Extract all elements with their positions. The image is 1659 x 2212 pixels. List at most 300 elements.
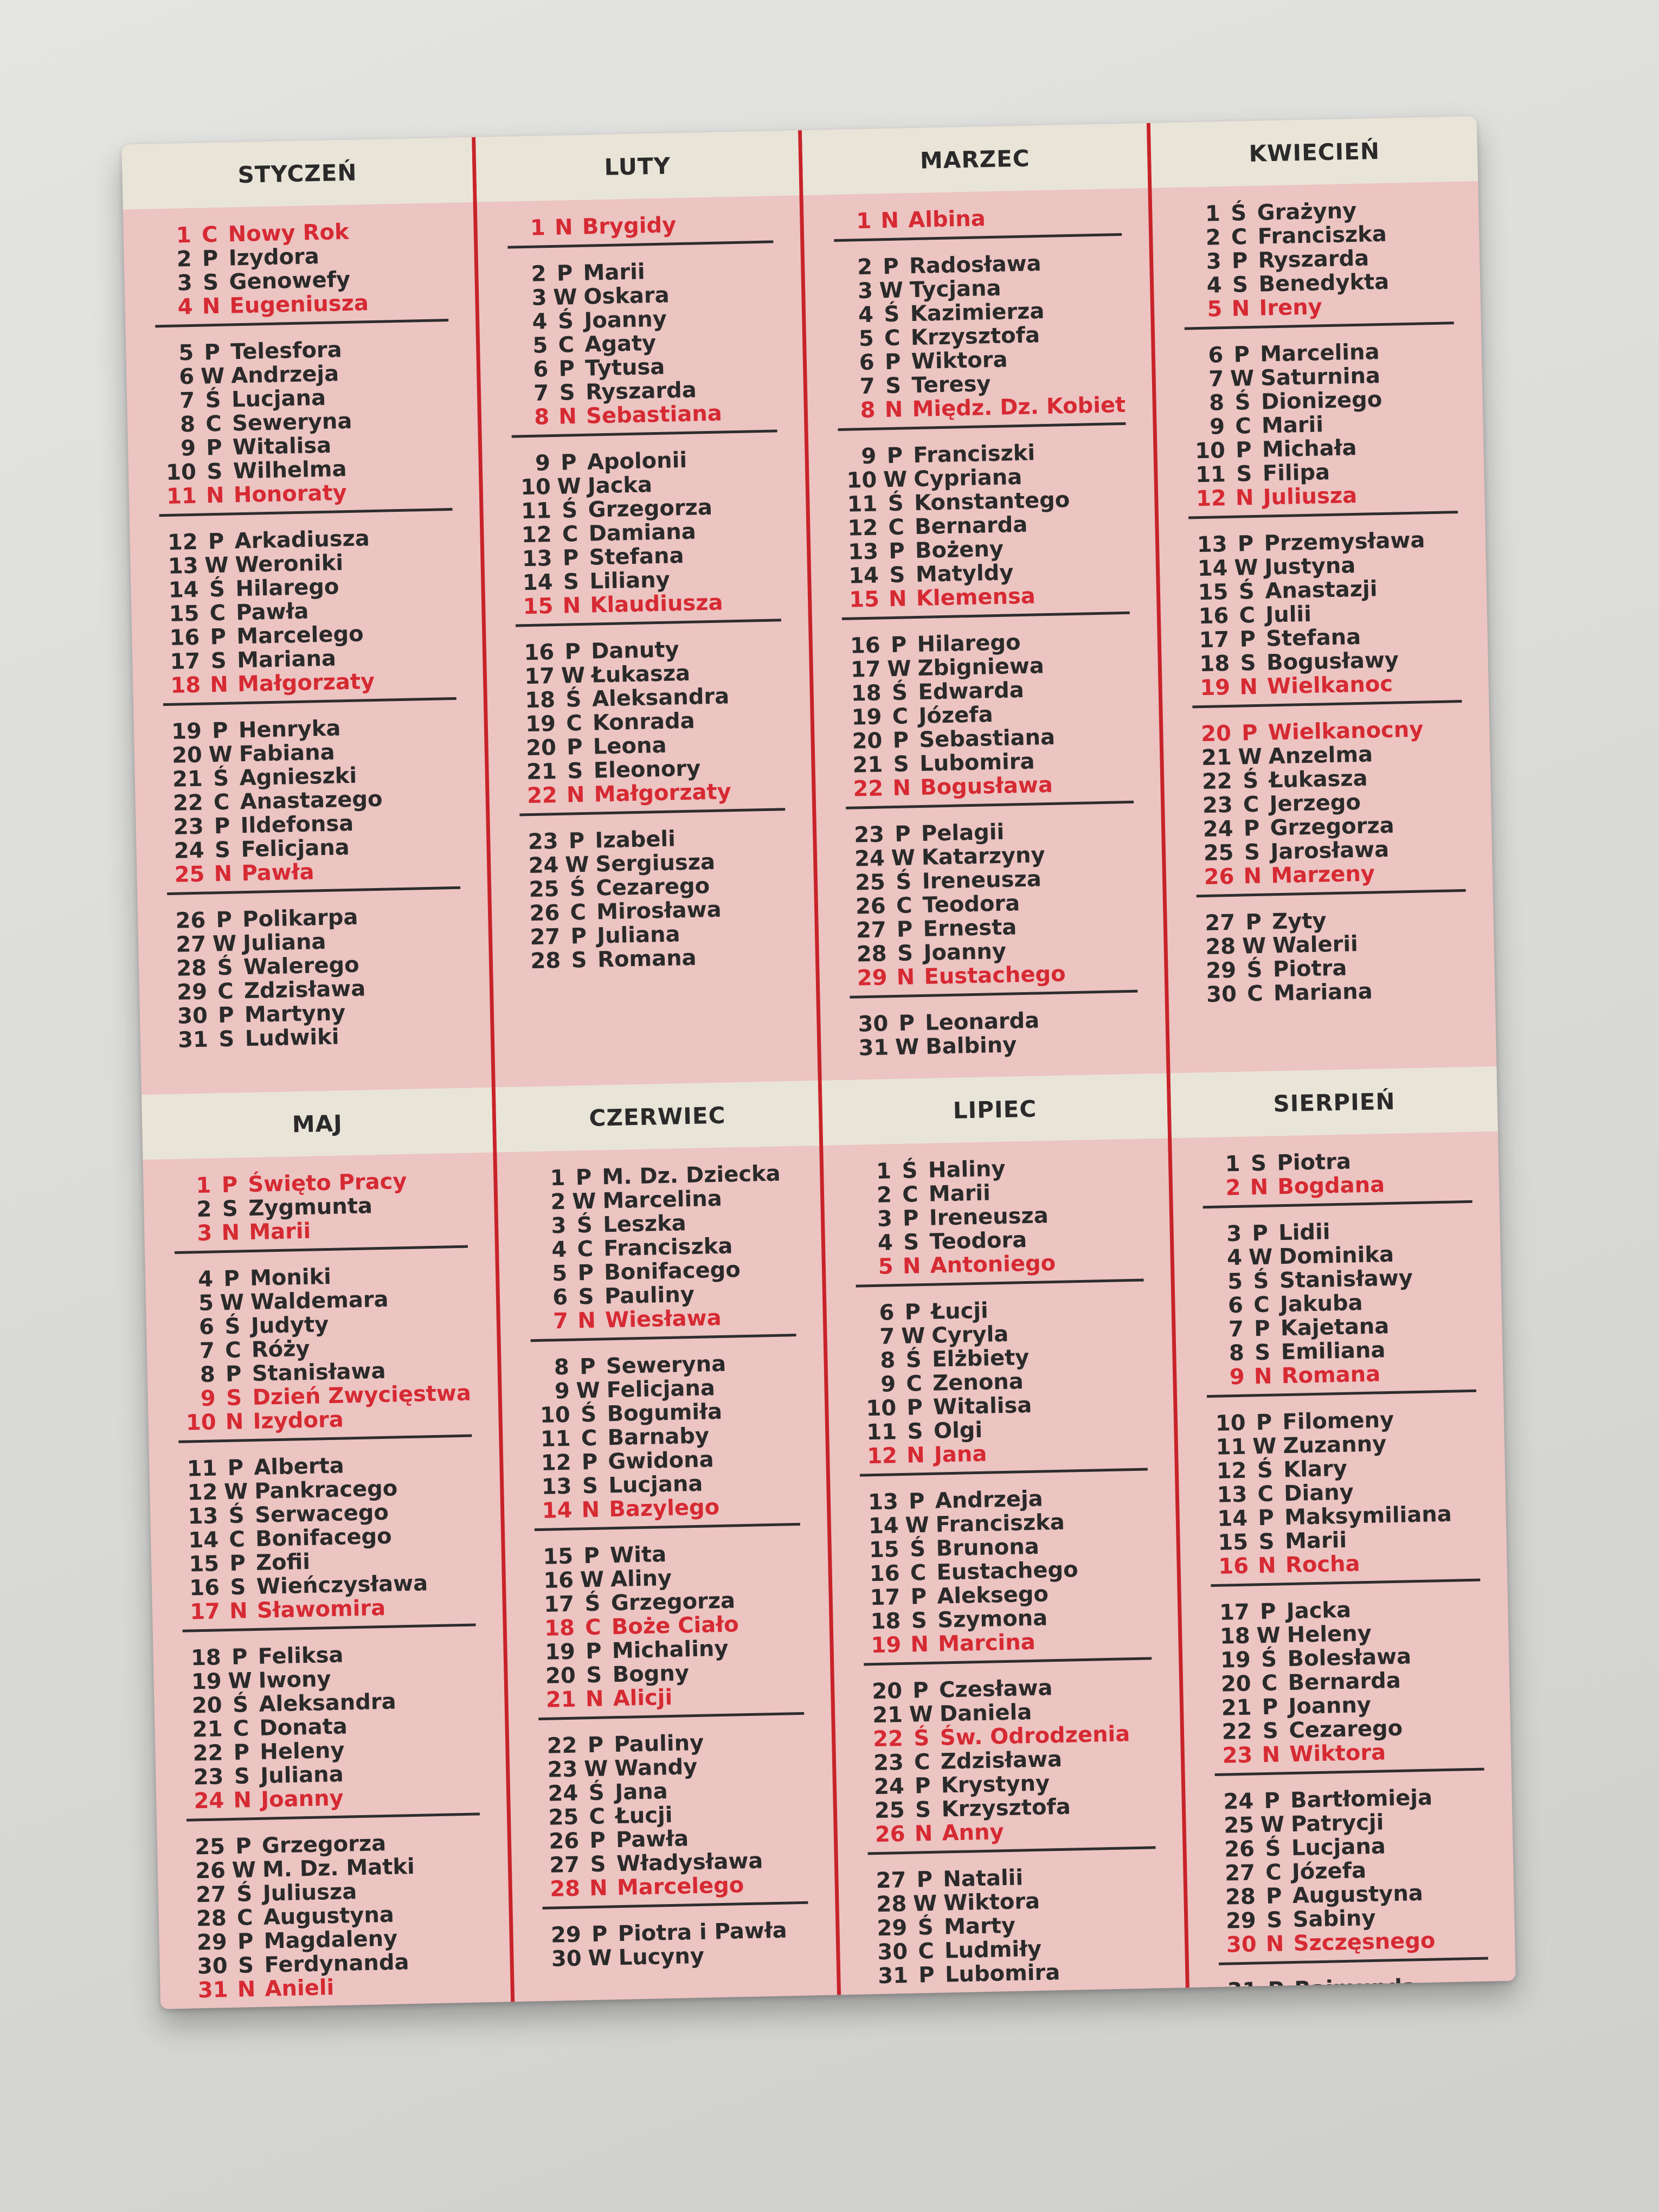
day-number: 2 — [176, 246, 192, 272]
nameday: Lucjana — [608, 1471, 703, 1499]
weekday-letter: P — [1241, 720, 1258, 746]
nameday: Bogny — [612, 1661, 690, 1688]
nameday: Ryszarda — [585, 377, 697, 405]
nameday: Haliny — [928, 1156, 1006, 1183]
day-number: 5 — [178, 340, 194, 366]
day-number: 18 — [190, 1645, 222, 1671]
day-number: 27 — [856, 917, 887, 943]
nameday: Marcelina — [602, 1186, 723, 1214]
weekday-letter: N — [1239, 674, 1258, 700]
day-number: 27 — [1205, 910, 1236, 936]
nameday: Dominika — [1278, 1242, 1394, 1270]
day-number: 6 — [178, 364, 195, 390]
weekday-letter: N — [209, 672, 229, 698]
day-number: 7 — [179, 388, 195, 414]
day-row — [507, 211, 773, 240]
day-row — [543, 1942, 809, 1971]
day-number: 6 — [1207, 343, 1224, 368]
nameday: Edwarda — [918, 677, 1025, 705]
nameday: Wiktora — [1289, 1740, 1386, 1767]
day-number: 26 — [1224, 1836, 1255, 1862]
weekday-letter: W — [909, 1701, 934, 1727]
nameday: Michaliny — [612, 1636, 729, 1664]
nameday: Wielkanoc — [1266, 671, 1393, 699]
weekday-letter: S — [218, 1026, 235, 1052]
nameday: Sebastiana — [586, 401, 723, 429]
weekday-letter: W — [1242, 933, 1266, 959]
nameday: Walerii — [1272, 931, 1359, 959]
day-number: 3 — [531, 285, 548, 311]
nameday: Łukasza — [591, 660, 691, 688]
weekday-letter: C — [902, 1182, 919, 1207]
nameday: Stanisławy — [1279, 1265, 1413, 1294]
weekday-letter: C — [584, 1615, 602, 1641]
day-number: 11 — [187, 1456, 217, 1482]
day-number: 5 — [551, 1261, 568, 1287]
weekday-letter: W — [576, 1378, 601, 1404]
weekday-letter: P — [1258, 1505, 1275, 1531]
day-number: 27 — [549, 1852, 580, 1878]
day-row — [511, 400, 777, 429]
day-number: 25 — [854, 870, 886, 896]
day-number: 12 — [541, 1450, 572, 1476]
day-number: 7 — [1208, 366, 1224, 392]
day-number: 12 — [1216, 1458, 1247, 1484]
weekday-letter: W — [1233, 555, 1259, 581]
day-row — [530, 1304, 796, 1334]
nameday: Przemysława — [1264, 528, 1425, 556]
weekday-letter: P — [558, 356, 575, 382]
nameday: Genowefy — [229, 267, 351, 295]
nameday: Diany — [1283, 1480, 1354, 1507]
nameday: Julii — [1265, 601, 1312, 628]
day-number: 10 — [165, 459, 197, 485]
week-block — [539, 1729, 808, 1909]
nameday: M. Dz. Dziecka — [602, 1161, 781, 1190]
day-number: 22 — [1201, 768, 1233, 795]
weekday-letter: P — [564, 639, 581, 665]
week-block — [860, 1484, 1152, 1666]
weekday-letter: C — [570, 899, 587, 925]
nameday: Józefa — [1291, 1858, 1367, 1885]
weekday-letter: P — [233, 1740, 250, 1765]
weekday-letter: S — [226, 1385, 242, 1411]
nameday: Bogumiła — [607, 1399, 723, 1427]
day-number: 13 — [522, 546, 553, 572]
day-number: 21 — [1201, 744, 1232, 771]
day-number: 18 — [524, 687, 556, 713]
week-block — [846, 818, 1138, 999]
week-block — [543, 1918, 809, 1977]
nameday: Klemensa — [916, 583, 1036, 612]
nameday: Stefana — [1265, 624, 1361, 652]
day-row — [1203, 1171, 1472, 1200]
nameday: Aleksego — [936, 1581, 1049, 1609]
weekday-letter: W — [901, 1323, 925, 1349]
nameday: Hilarego — [917, 630, 1021, 658]
weekday-letter: P — [914, 1773, 931, 1799]
week-block — [156, 336, 453, 517]
day-row — [1192, 671, 1462, 700]
nameday: Wita — [609, 1542, 667, 1568]
weekday-letter: C — [906, 1371, 923, 1397]
nameday: Jacka — [587, 472, 653, 499]
weekday-letter: P — [235, 1834, 252, 1859]
day-number: 10 — [865, 1396, 897, 1422]
nameday: Jana — [934, 1441, 987, 1468]
weekday-letter: N — [896, 964, 915, 990]
month-name: LIPIEC — [821, 1073, 1168, 1146]
day-number: 7 — [1228, 1316, 1244, 1342]
nameday: Cyryla — [931, 1321, 1009, 1348]
day-number: 2 — [550, 1189, 566, 1215]
weekday-letter: C — [581, 1425, 597, 1451]
nameday: Szczęsnego — [1293, 1928, 1436, 1957]
weekday-letter: P — [577, 1260, 594, 1286]
day-number: 12 — [521, 522, 552, 548]
weekday-letter: S — [903, 1230, 919, 1255]
weekday-letter: N — [585, 1686, 604, 1712]
weekday-letter: N — [214, 861, 233, 887]
weekday-letter: N — [902, 1253, 921, 1279]
day-number: 20 — [1200, 721, 1232, 747]
nameday: Gwidona — [608, 1447, 715, 1475]
day-number: 2 — [1225, 1175, 1241, 1201]
nameday: Anieli — [265, 1975, 335, 2002]
nameday: Leszka — [602, 1211, 687, 1238]
day-number: 26 — [1204, 864, 1234, 890]
nameday: Telesfora — [230, 337, 343, 365]
day-number: 25 — [529, 876, 560, 903]
day-number: 13 — [847, 539, 879, 565]
day-number: 9 — [554, 1378, 570, 1404]
day-number: 19 — [191, 1669, 222, 1695]
nameday: Św. Odrodzenia — [940, 1721, 1130, 1751]
weekday-letter: P — [1252, 1220, 1269, 1246]
day-number: 11 — [1195, 462, 1226, 488]
nameday: Władysława — [616, 1848, 763, 1877]
day-number: 19 — [171, 718, 202, 744]
weekday-letter: N — [884, 397, 903, 423]
weekday-letter: P — [890, 632, 907, 658]
day-number: 13 — [188, 1503, 218, 1529]
day-number: 4 — [858, 302, 874, 328]
day-number: 16 — [524, 640, 555, 666]
nameday: Albina — [908, 206, 986, 233]
nameday: Tycjana — [909, 275, 1001, 303]
weekday-letter: N — [892, 775, 911, 801]
day-number: 25 — [194, 1834, 226, 1860]
day-number: 26 — [195, 1858, 226, 1884]
day-number: 15 — [1198, 579, 1229, 606]
day-number: 2 — [876, 1182, 892, 1208]
day-number: 21 — [172, 766, 203, 792]
nameday: Antoniego — [930, 1250, 1056, 1278]
weekday-letter: S — [567, 758, 583, 784]
week-block — [183, 1640, 480, 1821]
day-number: 17 — [1219, 1599, 1250, 1625]
weekday-letter: P — [227, 1455, 244, 1481]
nameday: Marii — [1284, 1527, 1347, 1554]
month-column — [1171, 1066, 1516, 2009]
day-number: 2 — [1205, 225, 1221, 250]
day-number: 30 — [877, 1939, 908, 1965]
day-number: 6 — [552, 1284, 568, 1310]
day-number: 15 — [523, 594, 554, 620]
day-number: 19 — [525, 711, 556, 737]
weekday-letter: Ś — [895, 869, 912, 895]
day-number: 1 — [1225, 1151, 1240, 1177]
nameday: Tytusa — [584, 354, 665, 381]
nameday: Lucjana — [231, 385, 326, 413]
weekday-letter: C — [910, 1560, 927, 1586]
day-number: 26 — [874, 1821, 906, 1848]
day-number: 9 — [880, 1372, 896, 1397]
nameday: Marii — [248, 1218, 311, 1245]
nameday: Anzelma — [1268, 742, 1373, 769]
day-number: 22 — [192, 1740, 223, 1766]
weekday-letter: P — [583, 1543, 600, 1569]
weekday-letter: W — [891, 845, 916, 871]
nameday: Szymona — [937, 1605, 1048, 1633]
day-number: 4 — [551, 1237, 567, 1263]
day-row — [542, 1872, 808, 1901]
week-block — [187, 1829, 484, 2008]
weekday-letter: P — [237, 1929, 254, 1954]
day-number: 13 — [168, 553, 199, 579]
week-block — [164, 714, 461, 895]
nameday: Serwacego — [254, 1500, 389, 1528]
day-number: 8 — [879, 1348, 896, 1373]
weekday-letter: N — [1250, 1174, 1269, 1200]
weekday-letter: S — [889, 562, 905, 588]
weekday-letter: P — [589, 1828, 606, 1854]
nameday: Marii — [928, 1180, 991, 1207]
day-number: 17 — [189, 1599, 221, 1625]
day-number: 25 — [548, 1804, 579, 1830]
weekday-letter: N — [554, 215, 574, 240]
weekday-letter: W — [912, 1891, 937, 1917]
weekday-letter: W — [208, 742, 233, 768]
weekday-letter: N — [221, 1220, 240, 1246]
weekday-letter: W — [561, 663, 586, 689]
nameday: Grzegorza — [588, 494, 713, 523]
day-number: 5 — [1227, 1269, 1243, 1295]
weekday-letter: P — [566, 734, 583, 760]
weekday-letter: C — [209, 600, 226, 626]
day-number: 25 — [174, 861, 205, 888]
nameday: Aleksandra — [259, 1689, 397, 1717]
day-number: 20 — [1220, 1671, 1252, 1697]
nameday: Joanny — [1288, 1692, 1372, 1720]
day-number: 10 — [1194, 438, 1226, 464]
day-number: 27 — [530, 924, 561, 950]
week-block — [535, 1540, 804, 1720]
week-block — [512, 446, 781, 627]
weekday-letter: Ś — [1230, 201, 1247, 226]
day-number: 10 — [539, 1402, 571, 1428]
weekday-letter: S — [230, 1574, 246, 1600]
day-number: 9 — [535, 451, 551, 476]
weekday-letter: N — [589, 1875, 608, 1901]
day-number: 14 — [1217, 1506, 1248, 1532]
day-number: 9 — [1229, 1364, 1245, 1390]
weekday-letter: N — [562, 593, 581, 619]
weekday-letter: W — [220, 1290, 245, 1316]
weekday-letter: P — [1233, 342, 1250, 368]
weekday-letter: C — [558, 332, 575, 358]
weekday-letter: W — [588, 1945, 613, 1971]
nameday: Jacka — [1286, 1597, 1352, 1624]
day-number: 2 — [196, 1197, 212, 1223]
nameday: Sergiusza — [595, 849, 716, 877]
nameday: Wandy — [614, 1754, 698, 1782]
nameday: Bartłomieja — [1290, 1785, 1433, 1814]
weekday-letter: P — [1245, 909, 1262, 935]
weekday-letter: P — [570, 923, 587, 949]
day-number: 8 — [860, 397, 876, 423]
nameday: Danuty — [590, 637, 680, 664]
day-number: 23 — [193, 1764, 224, 1790]
weekday-letter: Ś — [224, 1314, 241, 1340]
nameday: Teodora — [929, 1227, 1027, 1255]
nameday: Brygidy — [582, 213, 677, 240]
day-number: 18 — [870, 1609, 901, 1635]
day-number: 3 — [177, 270, 193, 296]
month-name: STYCZEŃ — [121, 137, 473, 210]
nameday: Konstantego — [914, 487, 1070, 516]
week-block — [520, 825, 788, 979]
nameday: Róży — [251, 1336, 310, 1363]
day-number: 26 — [529, 900, 560, 927]
nameday: Jerzego — [1269, 789, 1361, 817]
day-number: 27 — [195, 1882, 227, 1908]
weekday-letter: S — [237, 1953, 254, 1978]
nameday: Alicji — [613, 1684, 673, 1712]
nameday: Donata — [259, 1714, 348, 1741]
weekday-letter: C — [1265, 1860, 1282, 1886]
nameday: Patrycji — [1290, 1810, 1384, 1837]
day-number: 23 — [528, 828, 559, 855]
day-number: 2 — [531, 261, 547, 287]
weekday-letter: Ś — [1265, 1836, 1281, 1862]
day-number: 21 — [192, 1716, 223, 1742]
day-number: 20 — [525, 735, 557, 761]
day-number: 7 — [199, 1338, 215, 1364]
day-number: 13 — [1217, 1482, 1248, 1508]
day-number: 28 — [876, 1891, 907, 1918]
day-number: 1 — [530, 215, 546, 241]
day-number: 24 — [854, 846, 885, 872]
day-number: 28 — [549, 1876, 581, 1902]
nameday: Zuzanny — [1282, 1431, 1387, 1459]
week-block — [838, 439, 1130, 620]
nameday: Apolonii — [587, 447, 687, 475]
weekday-letter: P — [211, 718, 229, 744]
day-number: 24 — [1203, 816, 1234, 843]
nameday: Franciszka — [603, 1233, 733, 1262]
day-number: 31 — [177, 1027, 209, 1053]
day-number: 3 — [877, 1206, 893, 1232]
day-number: 17 — [524, 664, 555, 690]
weekday-letter: N — [914, 1821, 933, 1847]
week-block — [853, 1154, 1144, 1288]
day-number: 16 — [169, 625, 200, 651]
nameday: Lidii — [1278, 1219, 1330, 1246]
day-number: 5 — [858, 326, 874, 352]
nameday: Natalii — [942, 1865, 1024, 1892]
weekday-letter: C — [565, 711, 583, 736]
weekday-letter: Ś — [1238, 578, 1255, 605]
weekday-letter: P — [1263, 1788, 1281, 1814]
day-number: 26 — [175, 908, 206, 934]
nameday: Izydora — [253, 1407, 344, 1434]
weekday-letter: C — [229, 1527, 246, 1552]
nameday: Józefa — [918, 702, 994, 729]
nameday: Piotra i Pawła — [618, 1918, 788, 1947]
day-number: 28 — [856, 941, 888, 967]
weekday-letter: P — [882, 254, 899, 280]
day-number: 4 — [197, 1266, 214, 1293]
weekday-letter: P — [912, 1678, 929, 1703]
weekday-letter: S — [590, 1851, 606, 1877]
day-number: 14 — [848, 563, 879, 589]
day-number: 28 — [196, 1906, 227, 1932]
week-block — [168, 903, 464, 1058]
weekday-letter: Ś — [557, 308, 574, 334]
day-number: 19 — [1199, 674, 1231, 701]
week-block — [179, 1451, 476, 1632]
weekday-letter: N — [581, 1497, 600, 1523]
day-number: 4 — [177, 294, 194, 320]
weekday-letter: P — [886, 443, 903, 469]
day-number: 22 — [872, 1726, 904, 1752]
nameday: Pankracego — [254, 1476, 398, 1504]
week-block — [1197, 906, 1468, 1012]
weekday-letter: W — [232, 1857, 256, 1883]
nameday: Kajetana — [1280, 1314, 1390, 1341]
weekday-letter: P — [587, 1732, 604, 1758]
day-row — [1184, 292, 1454, 321]
weekday-letter: W — [204, 552, 229, 578]
day-number: 3 — [551, 1213, 567, 1239]
day-number: 12 — [1195, 486, 1227, 512]
day-number: 20 — [871, 1679, 903, 1705]
nameday: Alberta — [253, 1453, 345, 1480]
nameday: Piotra — [1272, 955, 1347, 982]
week-block — [508, 257, 777, 438]
day-number: 30 — [177, 1003, 208, 1029]
weekday-letter: Ś — [891, 680, 908, 706]
weekday-letter: P — [894, 821, 911, 847]
nameday: Ildefonsa — [240, 811, 354, 839]
weekday-letter: P — [560, 450, 577, 475]
weekday-letter: P — [1239, 626, 1256, 652]
weekday-letter: P — [1253, 1316, 1271, 1342]
day-number: 3 — [857, 278, 873, 304]
nameday: Heleny — [259, 1738, 345, 1765]
weekday-letter: S — [578, 1284, 595, 1310]
weekday-letter: W — [228, 1668, 253, 1694]
weekday-letter: P — [210, 624, 227, 650]
nameday: Filomeny — [1282, 1407, 1394, 1435]
day-number: 3 — [1206, 249, 1222, 274]
weekday-letter: W — [200, 363, 225, 389]
day-number: 22 — [546, 1733, 577, 1759]
nameday: Stefana — [589, 543, 684, 570]
day-number: 12 — [847, 515, 878, 541]
weekday-letter: C — [233, 1716, 249, 1741]
